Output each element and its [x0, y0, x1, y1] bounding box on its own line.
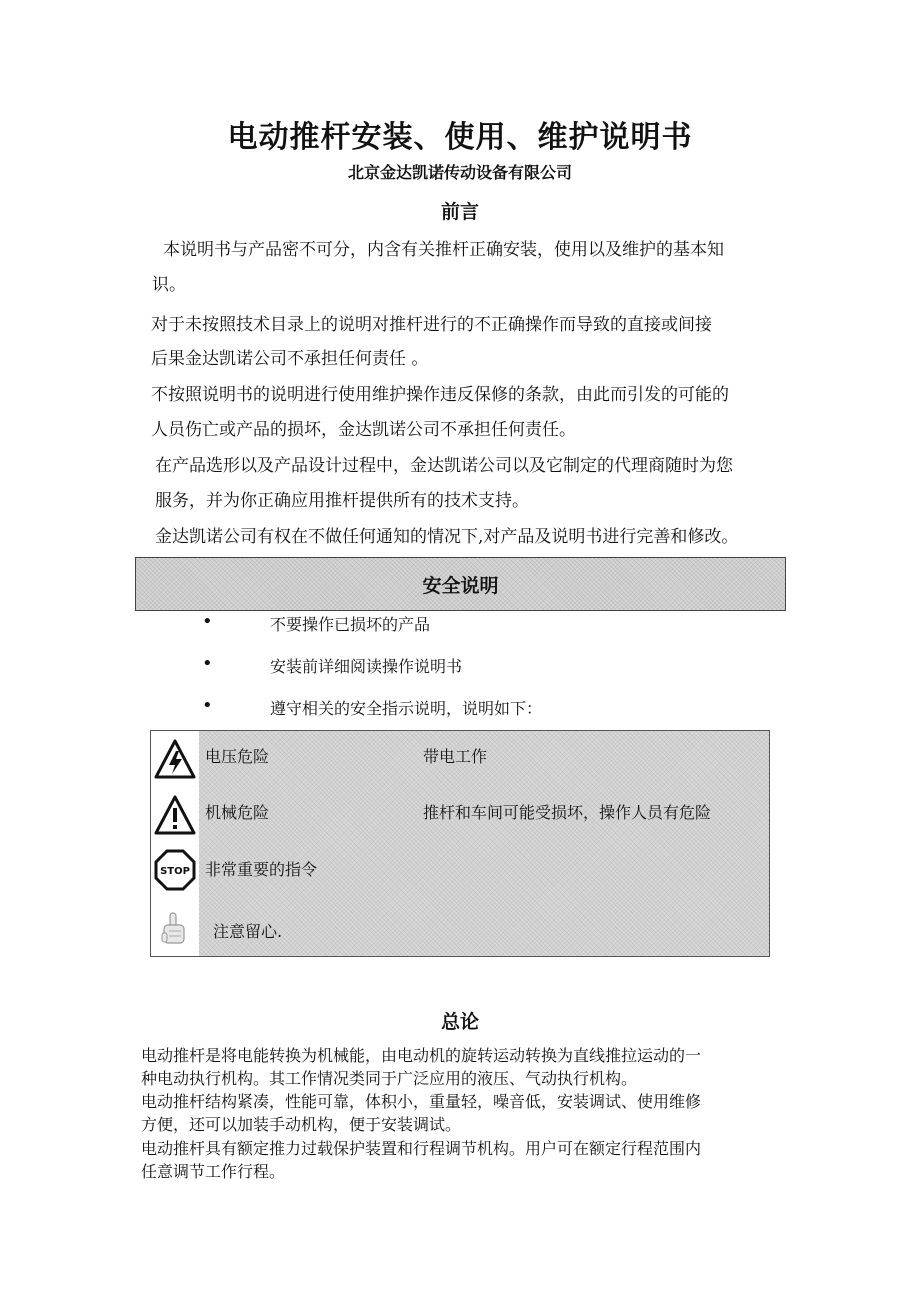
safety-signs-table: [150, 730, 770, 957]
preface-paragraph-5: 金达凯诺公司有权在不做任何通知的情况下,对产品及说明书进行完善和修改。: [155, 527, 739, 547]
sign-label-voltage: 电压危险: [205, 747, 270, 766]
overview-paragraph-3-line-1: 电动推杆具有额定推力过载保护装置和行程调节机构。用户可在额定行程范围内: [141, 1139, 702, 1158]
sign-description-voltage: 带电工作: [423, 747, 488, 766]
safety-bullet-2: 安装前详细阅读操作说明书: [270, 657, 463, 676]
preface-paragraph-1-line-2: 识。: [152, 275, 186, 295]
company-name: 北京金达凯诺传动设备有限公司: [347, 163, 572, 182]
overview-heading: 总论: [440, 1011, 479, 1033]
preface-paragraph-4-line-2: 服务，并为你正确应用推杆提供所有的技术支持。: [155, 491, 529, 511]
pointing-hand-icon: [159, 911, 189, 947]
preface-paragraph-4-line-1: 在产品选形以及产品设计过程中，金达凯诺公司以及它制定的代理商随时为您: [155, 456, 733, 476]
preface-paragraph-1-line-1: 本说明书与产品密不可分，内含有关推杆正确安装，使用以及维护的基本知: [163, 240, 724, 260]
bullet-icon: •: [202, 695, 213, 716]
safety-bullet-1: 不要操作已损坏的产品: [270, 615, 431, 634]
safety-heading-banner: [135, 557, 786, 611]
preface-paragraph-3-line-1: 不按照说明书的说明进行使用维护操作违反保修的条款，由此而引发的可能的: [151, 385, 729, 405]
sign-label-important: 非常重要的指令: [205, 860, 318, 879]
sign-description-mechanical: 推杆和车间可能受损坏，操作人员有危险: [423, 803, 712, 822]
high-voltage-warning-icon: [154, 739, 196, 779]
sign-label-attention: 注意留心.: [213, 922, 283, 941]
preface-paragraph-2-line-2: 后果金达凯诺公司不承担任何责任 。: [151, 349, 429, 369]
safety-heading: 安全说明: [422, 574, 499, 597]
preface-paragraph-3-line-2: 人员伤亡或产品的损坏，金达凯诺公司不承担任何责任。: [151, 420, 576, 440]
overview-paragraph-1-line-2: 种电动执行机构。其工作情况类同于广泛应用的液压、气动执行机构。: [141, 1069, 638, 1088]
bullet-icon: •: [202, 653, 213, 674]
bullet-icon: •: [202, 611, 213, 632]
preface-paragraph-2-line-1: 对于未按照技术目录上的说明对推杆进行的不正确操作而导致的直接或间接: [151, 315, 712, 335]
safety-bullet-3: 遵守相关的安全指示说明，说明如下：: [270, 699, 543, 718]
overview-paragraph-2-line-2: 方便，还可以加装手动机构，便于安装调试。: [141, 1115, 462, 1134]
overview-paragraph-3-line-2: 任意调节工作行程。: [141, 1162, 286, 1181]
stop-sign-text: STOP: [160, 866, 190, 877]
exclamation-warning-icon: [154, 795, 196, 835]
preface-heading: 前言: [440, 201, 479, 223]
stop-sign-icon: [154, 849, 196, 891]
overview-paragraph-1-line-1: 电动推杆是将电能转换为机械能，由电动机的旋转运动转换为直线推拉运动的一: [141, 1046, 702, 1065]
overview-paragraph-2-line-1: 电动推杆结构紧凑，性能可靠，体积小，重量轻，噪音低，安装调试、使用维修: [141, 1092, 702, 1111]
document-title: 电动推杆安装、使用、维护说明书: [227, 120, 693, 155]
sign-label-mechanical: 机械危险: [205, 803, 270, 822]
